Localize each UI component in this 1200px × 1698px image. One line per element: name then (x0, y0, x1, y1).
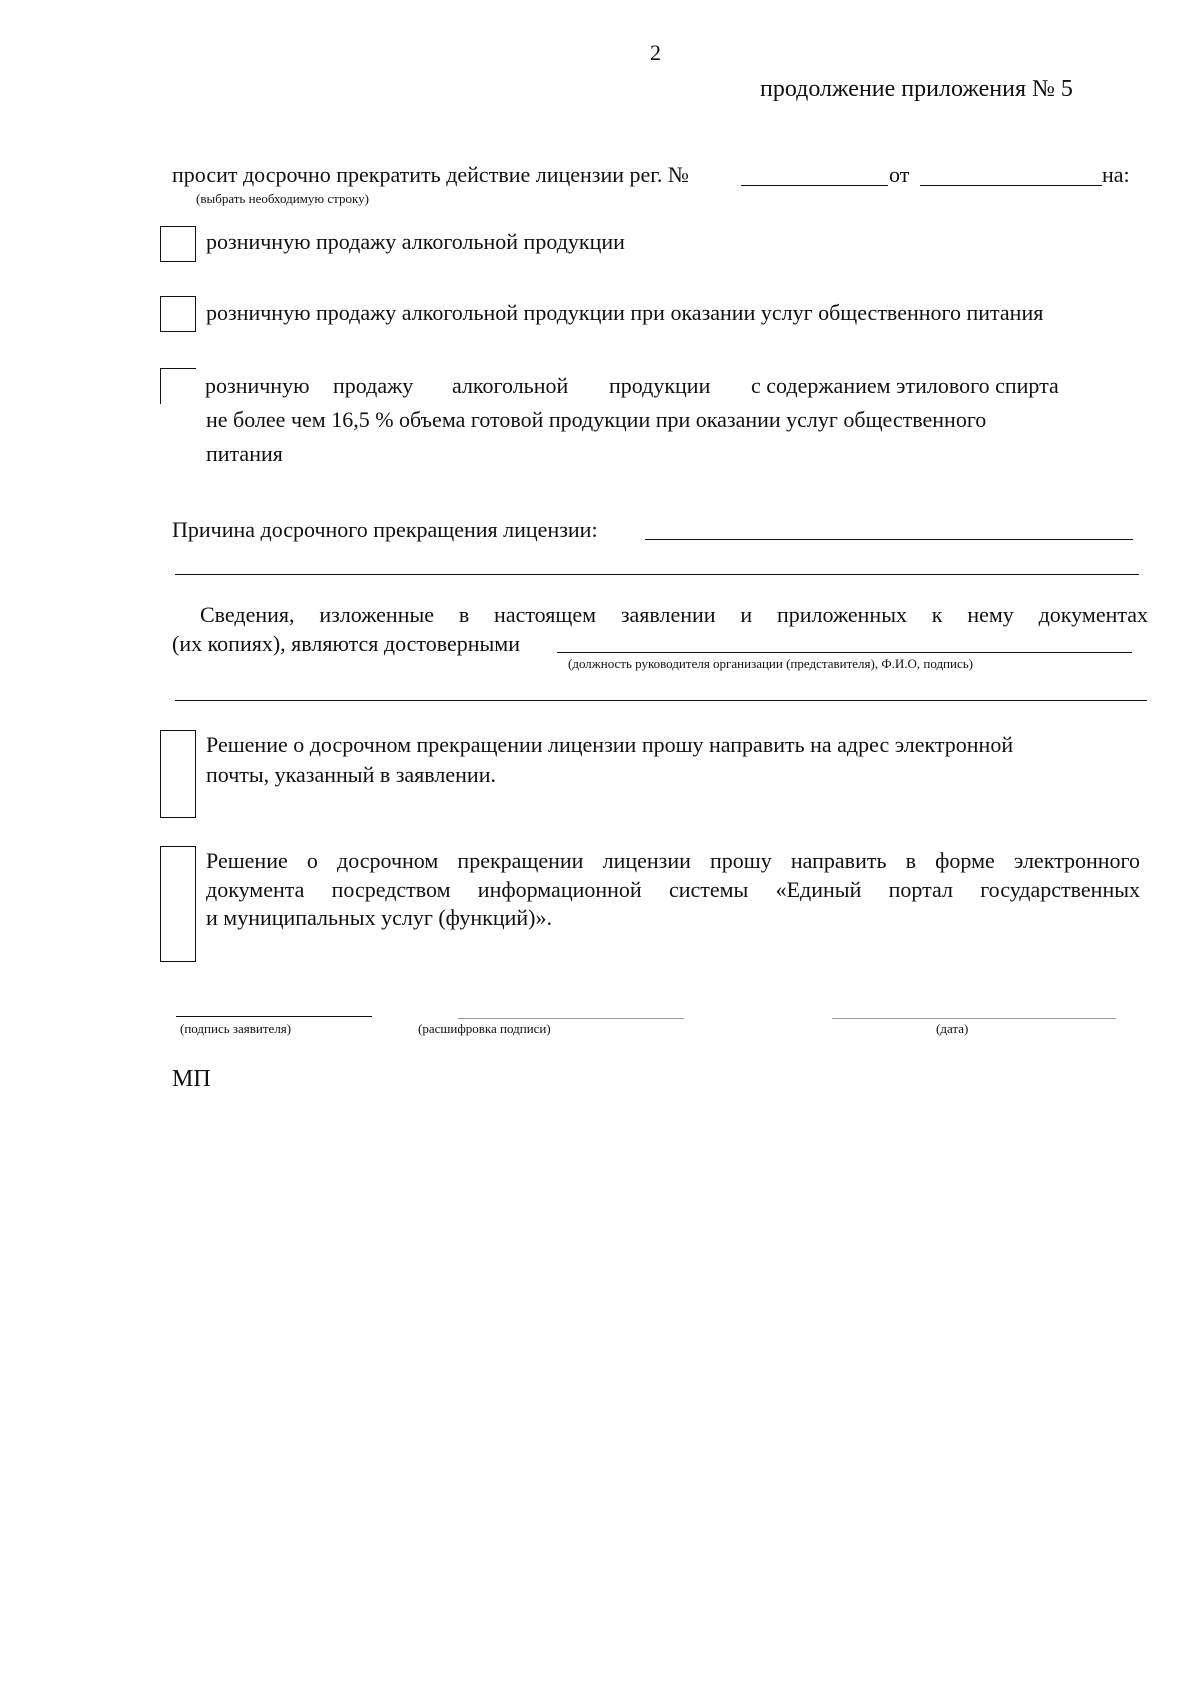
delivery-portal-line-1-text: Решение о досрочном прекращении лицензии прошу направить в форме электронного (206, 848, 1140, 873)
declaration-line-1 (200, 602, 1148, 628)
option-low-alcohol-catering-checkbox[interactable] (160, 368, 196, 404)
signature-date-field[interactable] (832, 1018, 1116, 1019)
applicant-signature-hint: (подпись заявителя) (180, 1021, 292, 1036)
declaration-line-2: (их копиях), являются достоверными (172, 631, 520, 656)
option-retail-catering-label: розничную продажу алкогольной продукции при оказании услуг общественного питания (206, 300, 1044, 325)
request-to-text: на: (1102, 162, 1130, 187)
option-retail-label: розничную продажу алкогольной продукции (206, 229, 625, 254)
reason-field-line-2[interactable] (175, 574, 1139, 575)
option-low-alcohol-word-5: с содержанием этилового спирта (751, 373, 1059, 398)
delivery-portal-line-2 (206, 877, 1140, 903)
option-low-alcohol-word-1: розничную (205, 373, 310, 398)
declaration-line-1-text: Сведения, изложенные в настоящем заявлении и приложенных к нему документах (200, 602, 1148, 627)
signature-decoding-field[interactable] (458, 1018, 684, 1019)
delivery-email-checkbox[interactable] (160, 730, 196, 818)
delivery-portal-line-1 (206, 848, 1140, 874)
request-lead-text: просит досрочно прекратить действие лицензии рег. № (172, 162, 689, 187)
option-retail-checkbox[interactable] (160, 226, 196, 262)
page-number: 2 (650, 40, 661, 65)
signer-field[interactable] (557, 652, 1132, 653)
signature-decoding-hint: (расшифровка подписи) (418, 1021, 551, 1036)
reason-label: Причина досрочного прекращения лицензии: (172, 517, 598, 542)
continuation-note: продолжение приложения № 5 (760, 76, 1073, 102)
license-date-field[interactable] (920, 185, 1102, 186)
delivery-portal-checkbox[interactable] (160, 846, 196, 962)
request-from-text: от (889, 162, 910, 187)
delivery-portal-line-2-text: документа посредством информационной системы «Единый портал государственных (206, 877, 1140, 902)
signature-date-hint: (дата) (936, 1021, 969, 1036)
stamp-mark: МП (172, 1066, 211, 1092)
option-low-alcohol-word-2: продажу (333, 373, 414, 398)
option-low-alcohol-line-2: не более чем 16,5 % объема готовой продукции при оказании услуг общественного (206, 407, 987, 432)
signer-hint: (должность руководителя организации (представителя), Ф.И.О, подпись) (568, 656, 973, 671)
delivery-portal-line-3: и муниципальных услуг (функций)». (206, 905, 552, 930)
option-retail-catering-checkbox[interactable] (160, 296, 196, 332)
delivery-email-line-1: Решение о досрочном прекращении лицензии прошу направить на адрес электронной (206, 732, 1014, 757)
delivery-email-line-2: почты, указанный в заявлении. (206, 762, 496, 787)
applicant-signature-field[interactable] (176, 1016, 372, 1017)
option-low-alcohol-word-3: алкогольной (452, 373, 569, 398)
select-row-hint: (выбрать необходимую строку) (196, 191, 369, 206)
reg-number-field[interactable] (741, 185, 888, 186)
reason-field-line-1[interactable] (645, 539, 1133, 540)
option-low-alcohol-word-4: продукции (609, 373, 711, 398)
declaration-field-line[interactable] (175, 700, 1147, 701)
option-low-alcohol-line-3: питания (206, 441, 283, 466)
